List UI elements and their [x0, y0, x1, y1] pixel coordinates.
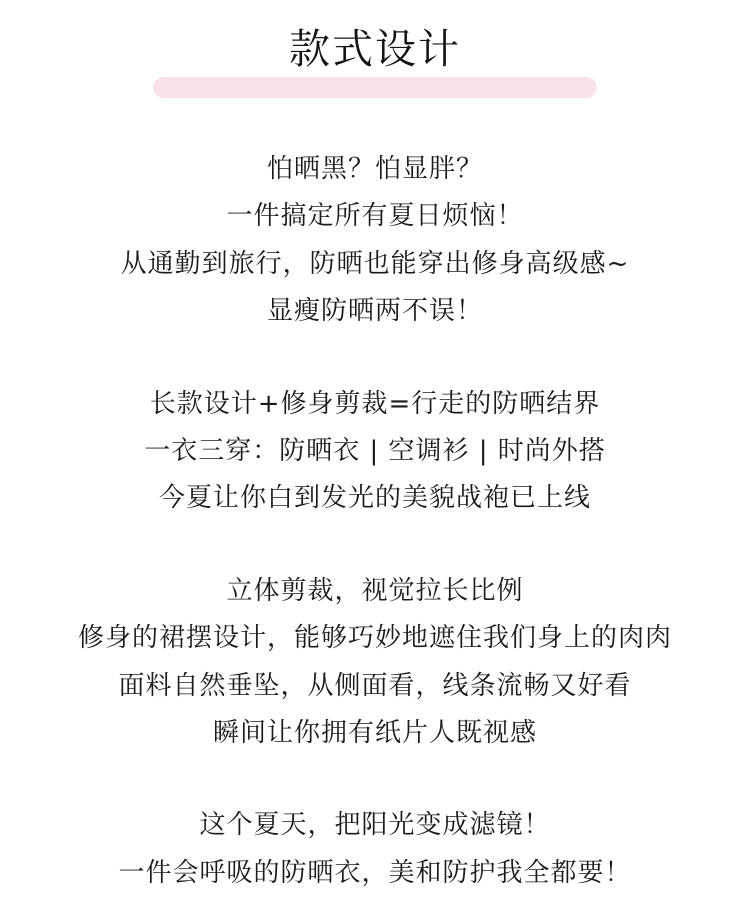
- text-line: 瞬间让你拥有纸片人既视感: [212, 718, 537, 749]
- paragraph-closing: [0, 802, 750, 897]
- text-line: 这个夏天，把阳光变成滤镜！: [199, 810, 551, 841]
- text-line: 修身的裙摆设计，能够巧妙地遮住我们身上的肉肉: [77, 623, 672, 654]
- paragraph-design: [0, 381, 750, 523]
- text-line: 从通勤到旅行，防晒也能穿出修身高级感~: [120, 248, 630, 279]
- paragraph-cut: [0, 568, 750, 758]
- section-title: 款式设计: [289, 25, 461, 73]
- text-line: 显瘦防晒两不误！: [266, 296, 483, 327]
- text-line: 长款设计+修身剪裁=行走的防晒结界: [149, 388, 601, 419]
- text-line: 一件会呼吸的防晒衣，美和防护我全都要！: [118, 857, 632, 888]
- text-line: 怕晒黑？怕显胖？: [266, 154, 483, 184]
- description-body: [0, 146, 750, 897]
- paragraph-intro: [0, 146, 750, 336]
- title-container: [0, 22, 750, 76]
- text-line: 面料自然垂坠，从侧面看，线条流畅又好看: [118, 670, 632, 701]
- text-line: 今夏让你白到发光的美貌战袍已上线: [158, 483, 591, 514]
- text-line: 一件搞定所有夏日烦恼！: [226, 201, 524, 232]
- title-underline-bar: [153, 77, 597, 98]
- text-line: 立体剪裁，视觉拉长比例: [226, 575, 524, 606]
- text-line: 一衣三穿：防晒衣 | 空调衫 | 时尚外搭: [144, 436, 606, 467]
